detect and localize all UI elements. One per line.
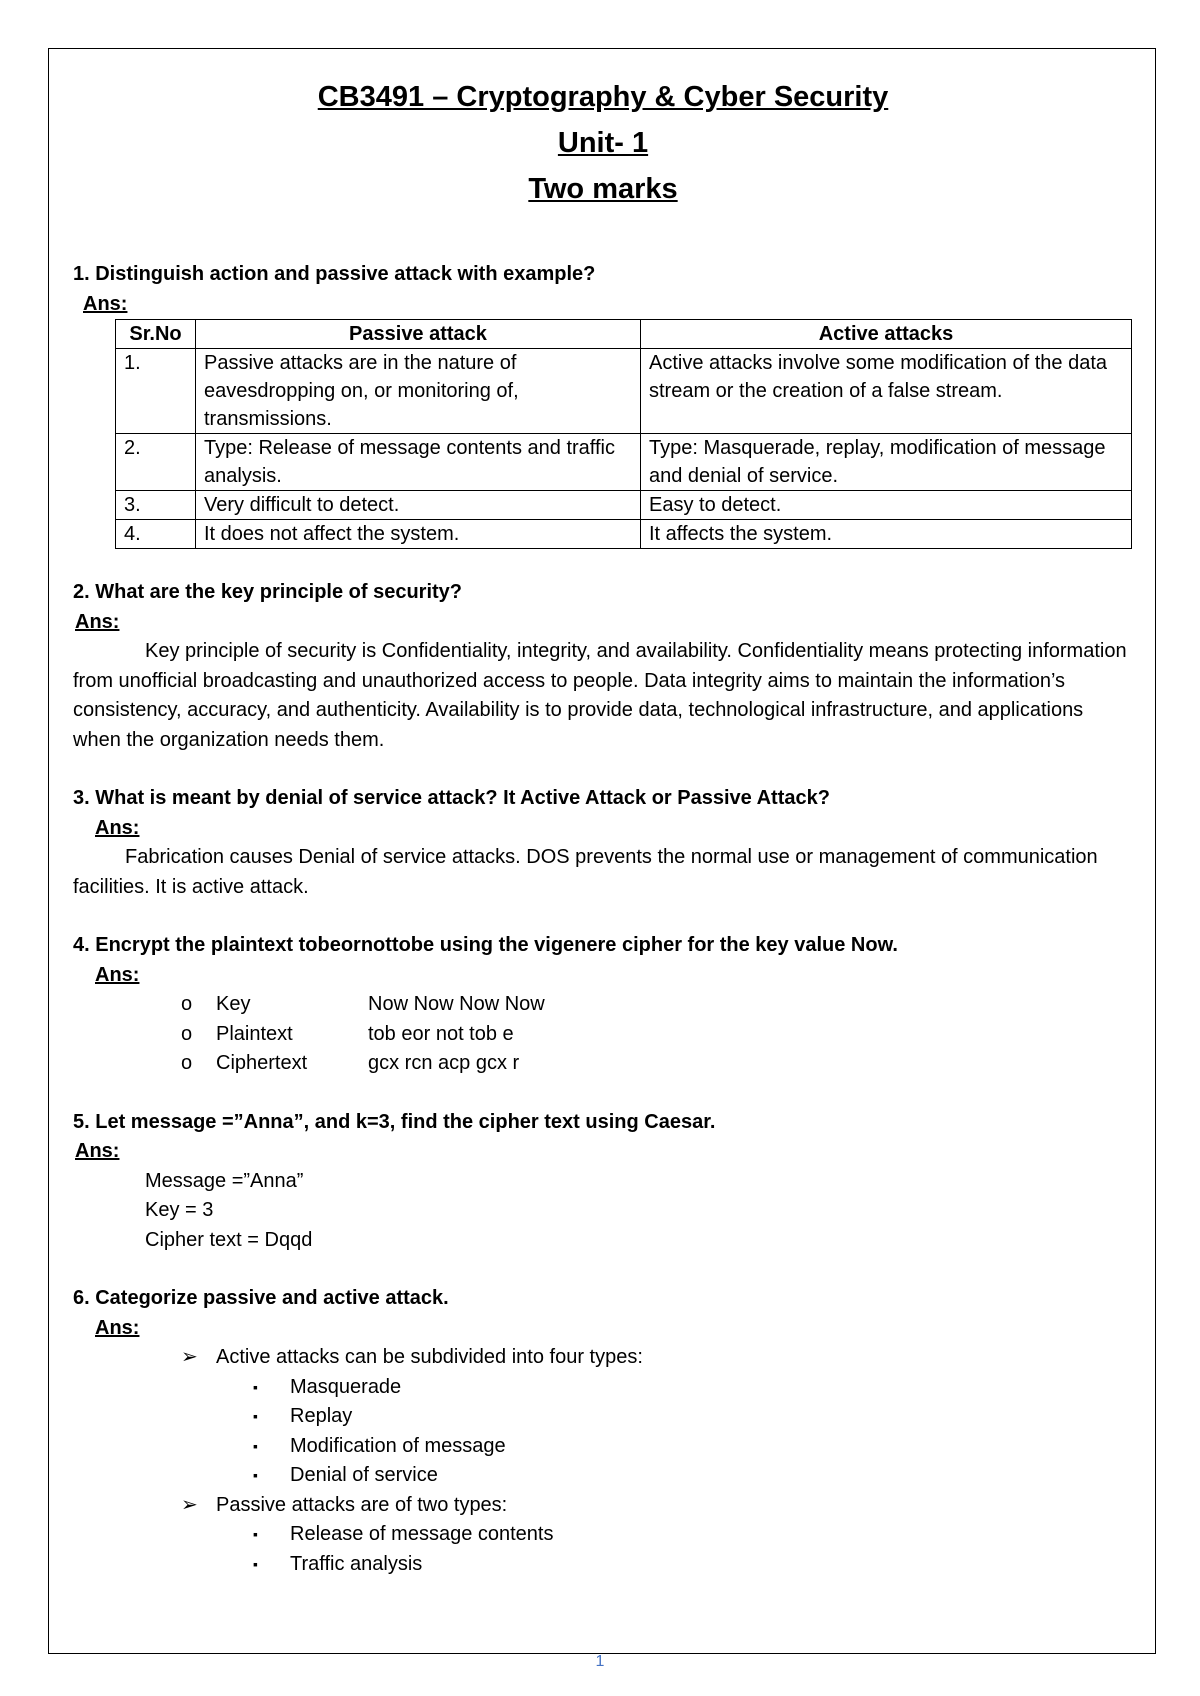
table-row [116,434,1132,491]
list-item [253,1402,1133,1432]
answer-3-text: Fabrication causes Denial of service attacks. DOS prevents the normal use or management of communication facilities. It is active attack. [73,846,1098,898]
arrow-bullet-icon: ➢ [181,1346,198,1368]
row-label: Ciphertext [216,1052,308,1074]
row-value: tob eor not tob e [368,1022,514,1045]
question-4: 4. Encrypt the plaintext tobeornottobe using the vigenere cipher for the key value Now. [73,934,898,956]
list-item-text: Traffic analysis [290,1552,423,1575]
answer-2-text: Key principle of security is Confidentiality, integrity, and availability. Confidentiality means protecting information from unofficial broadcasting and unauthorized access to people. Data integrity aims to maintain the information’s consistency, accuracy, and authenticity. Availability is to provide data, technological infrastructure, and applications when the organization needs them. [73,640,1127,751]
circle-bullet-icon: o [181,1052,193,1074]
list-item [253,1461,1133,1491]
answer-label: Ans: [83,292,128,315]
square-bullet-icon: ▪ [253,1437,258,1454]
passive-heading: Passive attacks are of two types: [216,1493,508,1516]
table-cell: Type: Release of message contents and traffic analysis. [196,434,641,491]
question-1: 1. Distinguish action and passive attack with example? [73,263,596,285]
table-cell: It affects the system. [641,520,1132,549]
table-cell: 4. [116,520,196,549]
list-item [253,1550,1133,1580]
caesar-ciphertext: Cipher text = Dqqd [145,1228,313,1251]
row-value: Now Now Now Now [368,993,545,1015]
course-title: CB3491 – Cryptography & Cyber Security [317,81,889,113]
circle-bullet-icon: o [181,993,193,1015]
arrow-bullet-icon: ➢ [181,1493,198,1516]
table-row [116,491,1132,520]
list-item-text: Release of message contents [290,1523,554,1545]
table-cell: Active attacks involve some modification of the data stream or the creation of a false stream. [641,349,1132,434]
square-bullet-icon: ▪ [253,1408,258,1424]
header-passive: Passive attack [196,320,641,349]
square-bullet-icon: ▪ [253,1378,258,1395]
page-number: 1 [595,1653,605,1670]
list-item [181,1343,1133,1373]
list-item-text: Replay [290,1405,353,1427]
question-6: 6. Categorize passive and active attack. [73,1287,449,1309]
table-cell: Passive attacks are in the nature of eavesdropping on, or monitoring of, transmissions. [196,349,641,434]
answer-label: Ans: [75,1140,120,1162]
question-5: 5. Let message =”Anna”, and k=3, find the cipher text using Caesar. [73,1110,716,1133]
row-label: Plaintext [216,1022,293,1045]
unit-title: Unit- 1 [557,127,649,159]
list-item [181,1491,1133,1521]
list-item-text: Modification of message [290,1434,506,1457]
header-active: Active attacks [641,320,1132,349]
question-3: 3. What is meant by denial of service attack? It Active Attack or Passive Attack? [73,787,830,809]
square-bullet-icon: ▪ [253,1467,258,1483]
cipher-row-ciphertext [181,1049,1133,1079]
table-cell: 3. [116,491,196,520]
table-row [116,349,1132,434]
cipher-row-plaintext [181,1020,1133,1050]
list-item [253,1520,1133,1550]
row-value: gcx rcn acp gcx r [368,1052,520,1074]
document-body [73,74,1133,1579]
list-item-text: Denial of service [290,1464,438,1486]
list-item [253,1373,1133,1403]
answer-label: Ans: [95,816,140,839]
header-srno: Sr.No [116,320,196,349]
active-heading: Active attacks can be subdivided into four types: [216,1346,643,1368]
table-cell: It does not affect the system. [196,520,641,549]
list-item [253,1432,1133,1462]
answer-label: Ans: [75,610,120,633]
answer-label: Ans: [95,963,140,986]
table-row [116,520,1132,549]
cipher-row-key [181,990,1133,1020]
table-cell: Very difficult to detect. [196,491,641,520]
table-cell: 2. [116,434,196,491]
caesar-message: Message =”Anna” [145,1169,304,1192]
row-label: Key [216,993,251,1015]
answer-label: Ans: [95,1316,140,1339]
table-cell: 1. [116,349,196,434]
section-title: Two marks [528,173,678,205]
caesar-key: Key = 3 [145,1199,214,1221]
circle-bullet-icon: o [181,1022,193,1045]
question-2: 2. What are the key principle of security? [73,581,463,603]
list-item-text: Masquerade [290,1375,402,1398]
table-cell: Type: Masquerade, replay, modification of message and denial of service. [641,434,1132,491]
attack-comparison-table [115,319,1132,549]
table-header-row [116,320,1132,349]
table-cell: Easy to detect. [641,491,1132,520]
square-bullet-icon: ▪ [253,1526,258,1542]
square-bullet-icon: ▪ [253,1555,258,1572]
